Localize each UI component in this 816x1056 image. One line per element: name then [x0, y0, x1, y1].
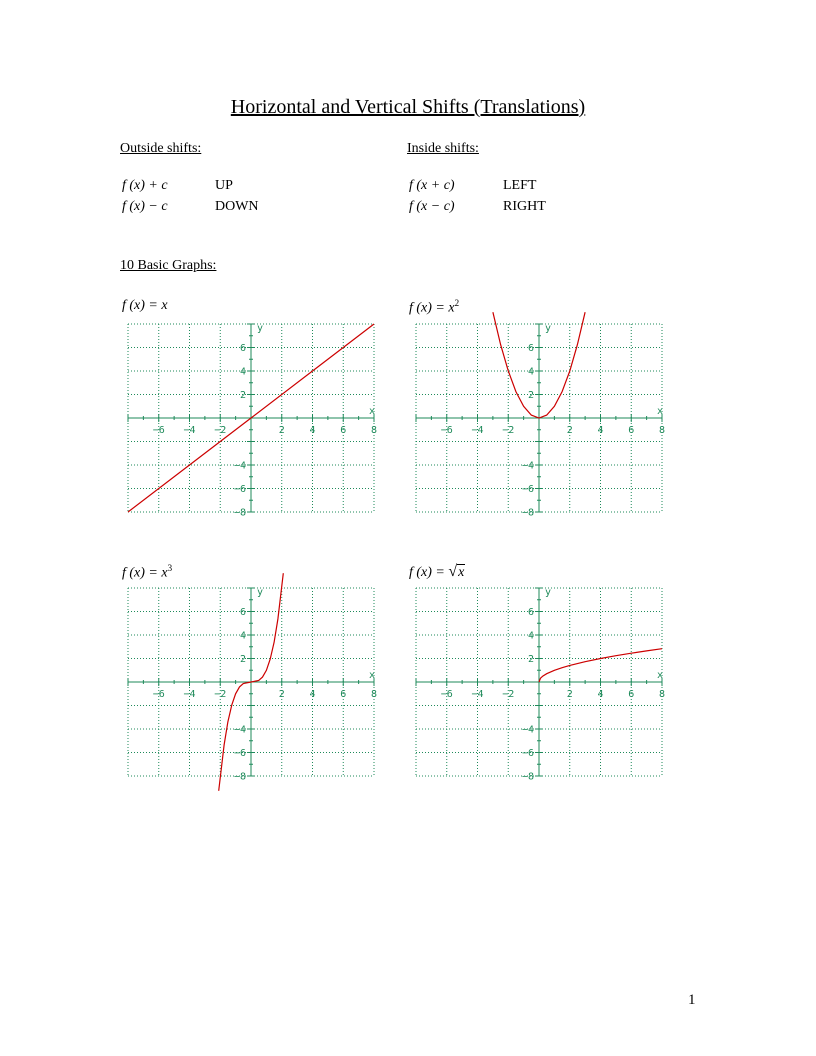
x-tick-label: 4: [597, 689, 604, 700]
x-tick-label: 4: [597, 425, 604, 436]
y-tick-label: −4: [233, 460, 246, 472]
graph-label-cubic: f $(x) = x^3$: [122, 563, 173, 581]
x-tick-label: −4: [183, 425, 196, 436]
x-tick-label: −6: [440, 689, 453, 700]
x-tick-label: 2: [566, 425, 573, 436]
x-tick-label: −2: [214, 689, 227, 700]
y-tick-label: −4: [233, 724, 246, 736]
y-axis-label: y: [257, 587, 264, 598]
y-tick-label: 6: [239, 607, 246, 618]
x-tick-label: 6: [628, 425, 635, 436]
outside-shift-down-expr: f (x) − c: [122, 199, 168, 214]
y-tick-label: −4: [521, 724, 534, 736]
y-tick-label: −6: [233, 484, 246, 495]
x-axis-label: x: [369, 406, 376, 417]
y-axis-label: y: [545, 323, 552, 334]
y-tick-label: −8: [233, 771, 246, 783]
y-tick-label: 4: [239, 630, 246, 642]
x-axis-label: x: [657, 670, 664, 681]
x-tick-label: 2: [566, 689, 573, 700]
inside-shift-left-expr: f (x + c): [409, 178, 455, 193]
x-tick-label: 2: [278, 425, 285, 436]
y-tick-label: 6: [527, 343, 534, 354]
graph-cubic: [112, 580, 392, 790]
x-axis-label: x: [657, 406, 664, 417]
y-tick-label: 6: [239, 343, 246, 354]
x-tick-label: −4: [183, 689, 196, 700]
graph-label-quadratic: f $(x) = x^2$: [409, 298, 460, 316]
y-tick-label: −8: [521, 771, 534, 783]
x-tick-label: 4: [309, 689, 316, 700]
page-number: 1: [688, 992, 696, 1008]
sqrt-argument: x: [458, 565, 465, 580]
x-tick-label: −4: [471, 689, 484, 700]
x-axis-label: x: [369, 670, 376, 681]
graph-quadratic: [400, 316, 680, 526]
x-tick-label: 8: [370, 425, 378, 436]
cubic-exponent: 3: [167, 563, 173, 573]
graph-label-sqrt: f (x) = √x: [409, 563, 465, 580]
graph-linear: [112, 316, 392, 526]
function-curve: [539, 649, 662, 682]
y-tick-label: 6: [527, 607, 534, 618]
y-tick-label: 4: [527, 366, 534, 378]
y-tick-label: 2: [527, 654, 534, 665]
x-tick-label: −2: [502, 425, 515, 436]
inside-shifts-heading: Inside shifts:: [407, 141, 479, 156]
y-tick-label: 2: [527, 390, 534, 401]
y-tick-label: −8: [233, 507, 246, 519]
y-tick-label: −4: [521, 460, 534, 472]
y-tick-label: −8: [521, 507, 534, 519]
outside-shift-down-label: DOWN: [215, 199, 259, 214]
y-axis-label: y: [257, 323, 264, 334]
quadratic-exponent: 2: [454, 298, 460, 308]
outside-shift-up-label: UP: [215, 178, 233, 193]
x-tick-label: −6: [440, 425, 453, 436]
x-tick-label: 2: [278, 689, 285, 700]
basic-graphs-heading: 10 Basic Graphs:: [120, 258, 217, 273]
outside-shifts-heading: Outside shifts:: [120, 141, 202, 156]
y-tick-label: 4: [527, 630, 534, 642]
inside-shift-right-expr: f (x − c): [409, 199, 455, 214]
x-tick-label: 8: [370, 689, 378, 700]
x-tick-label: −2: [502, 689, 515, 700]
x-tick-label: −4: [471, 425, 484, 436]
inside-shift-left-label: LEFT: [503, 178, 537, 193]
inside-shift-right-label: RIGHT: [503, 199, 546, 214]
y-axis-label: y: [545, 587, 552, 598]
y-tick-label: −6: [521, 748, 534, 759]
x-tick-label: 8: [658, 689, 666, 700]
x-tick-label: 6: [340, 425, 347, 436]
x-tick-label: 6: [340, 689, 347, 700]
x-tick-label: 6: [628, 689, 635, 700]
sqrt-radical-icon: √: [448, 563, 458, 580]
x-tick-label: 8: [658, 425, 666, 436]
x-tick-label: −6: [152, 689, 165, 700]
y-tick-label: 2: [239, 654, 246, 665]
y-tick-label: 2: [239, 390, 246, 401]
graph-sqrt: [400, 580, 680, 790]
graph-label-linear: f (x) = x: [122, 298, 168, 313]
x-tick-label: −6: [152, 425, 165, 436]
y-tick-label: −6: [521, 484, 534, 495]
page-title: Horizontal and Vertical Shifts (Translations): [230, 96, 586, 118]
x-tick-label: −2: [214, 425, 227, 436]
y-tick-label: 4: [239, 366, 246, 378]
x-tick-label: 4: [309, 425, 316, 436]
y-tick-label: −6: [233, 748, 246, 759]
outside-shift-up-expr: f (x) + c: [122, 178, 168, 193]
